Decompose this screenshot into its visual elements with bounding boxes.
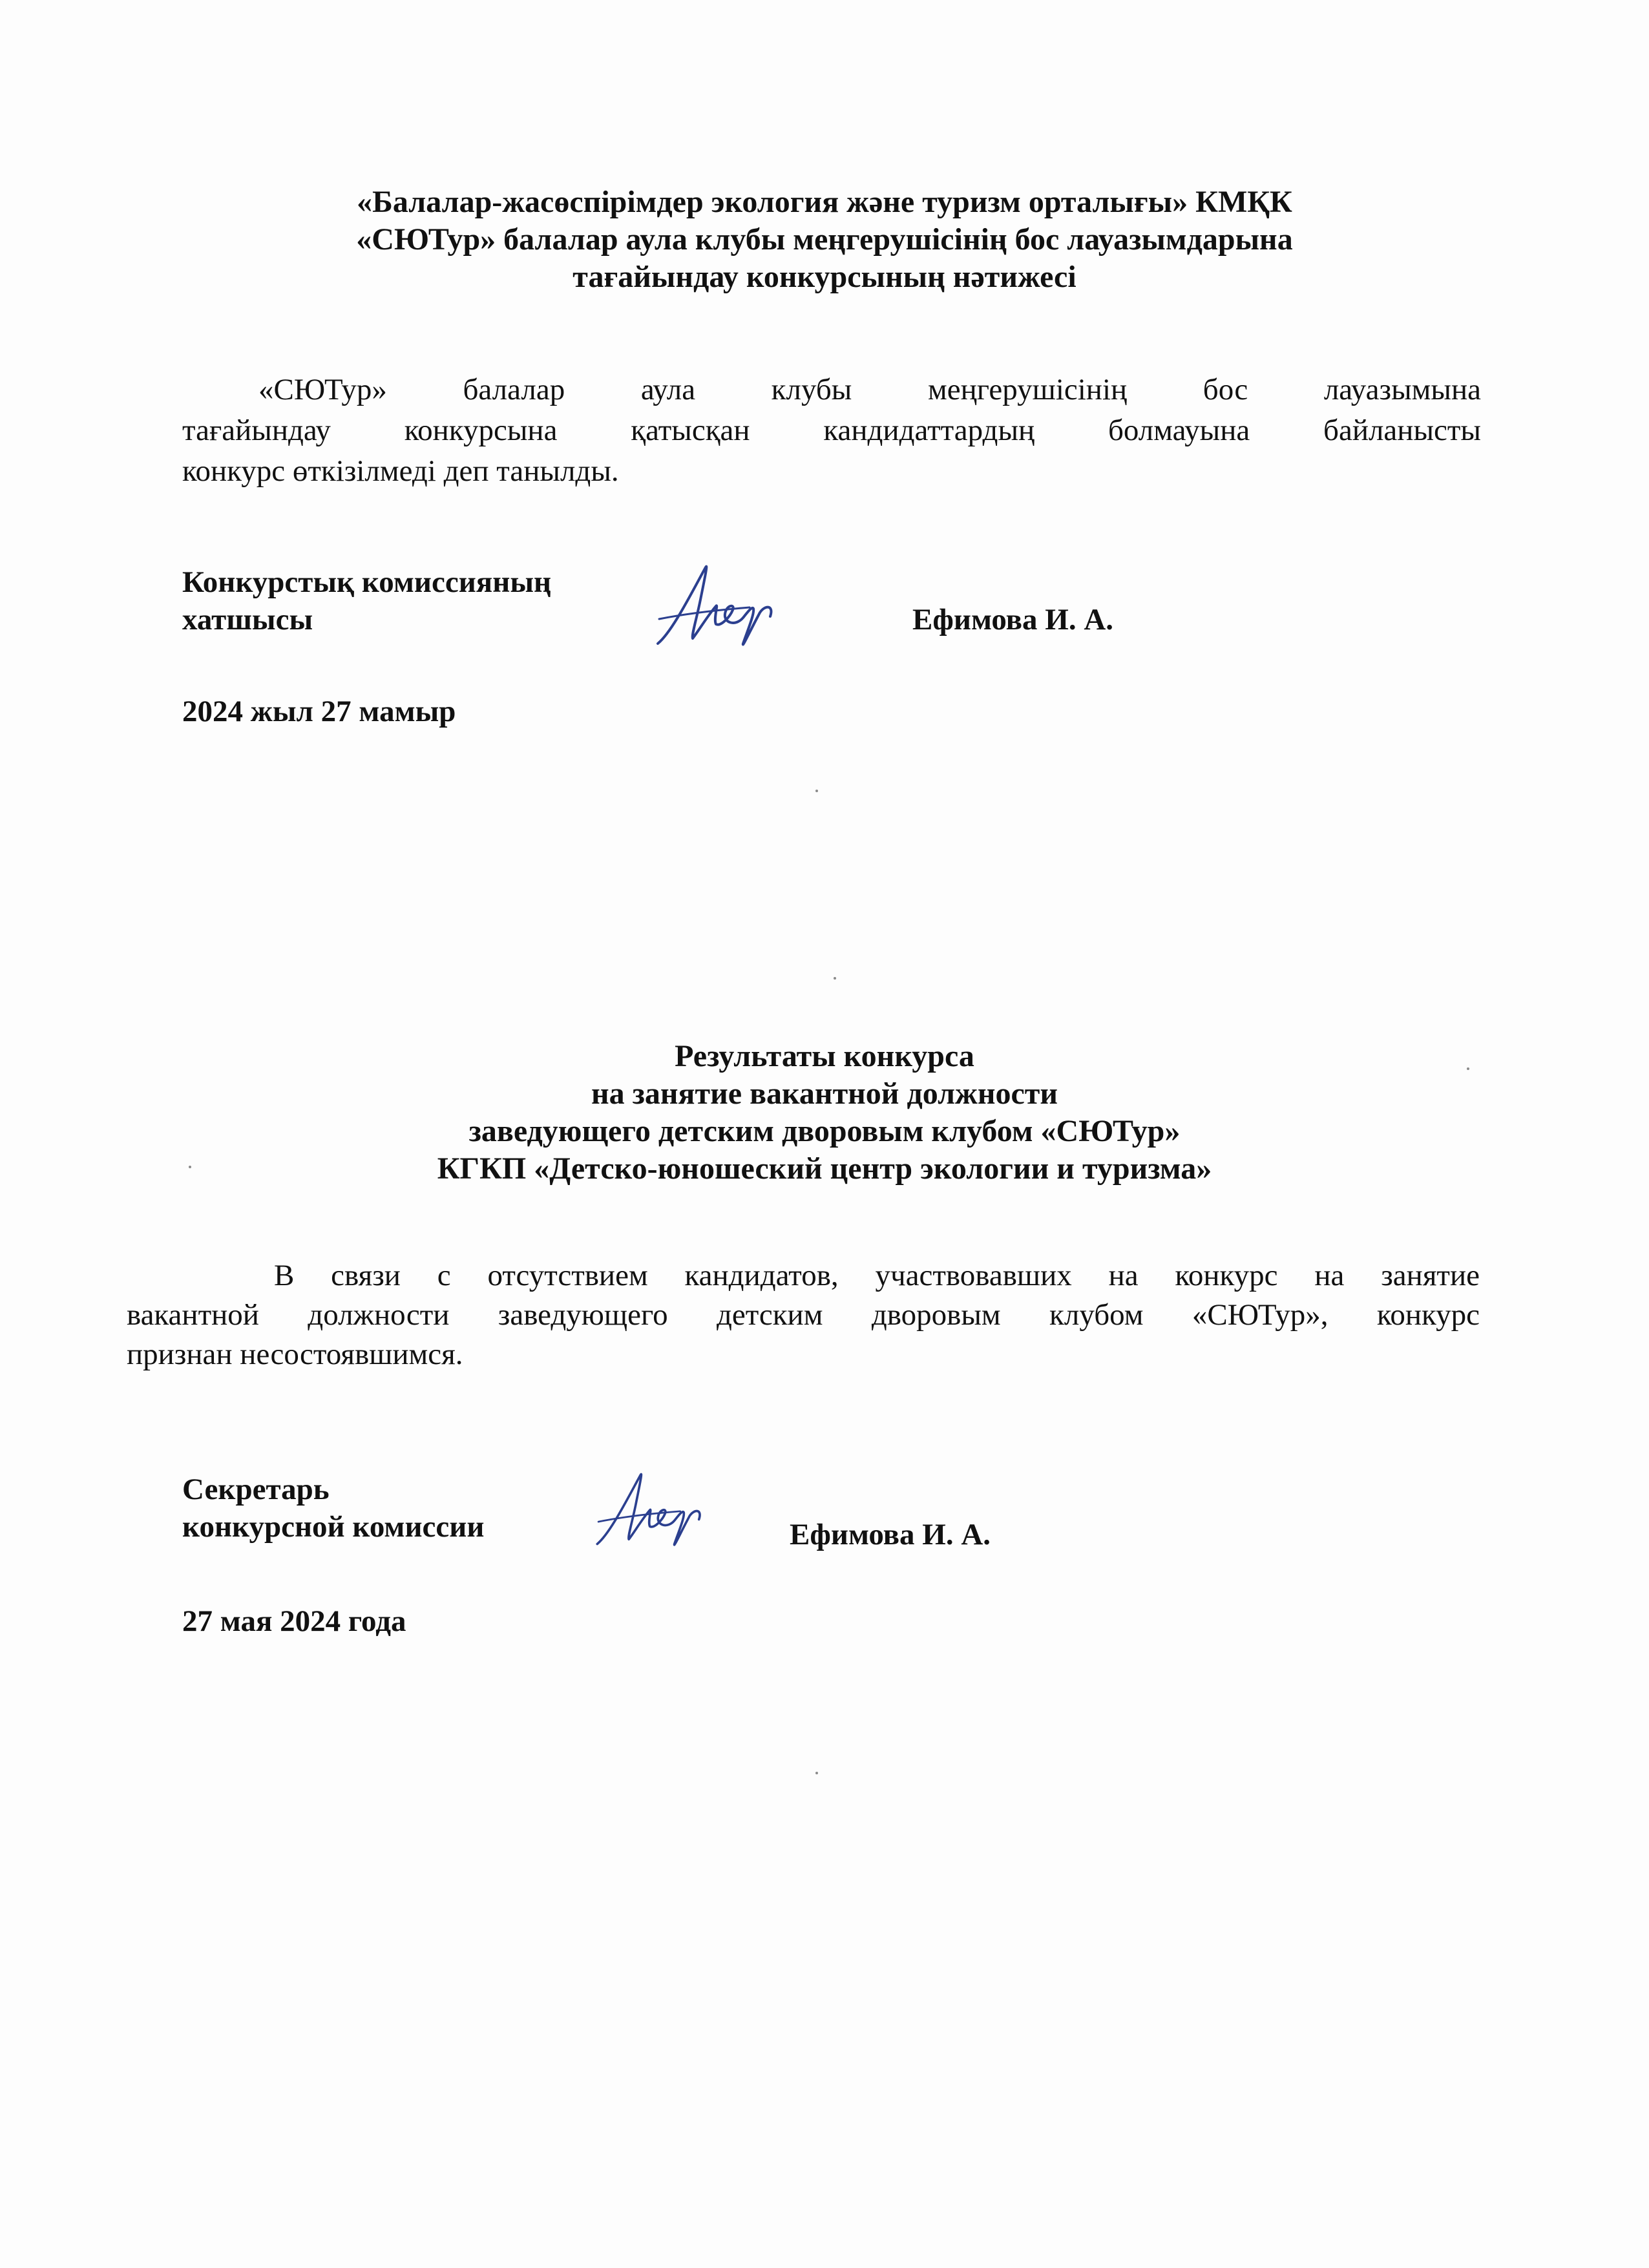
ru-date: 27 мая 2024 года (182, 1604, 406, 1638)
scan-speck (189, 1166, 191, 1168)
signature-icon (646, 554, 782, 658)
scan-speck (815, 1772, 818, 1774)
ru-body-line: В связи с отсутствием кандидатов, участвовавших на конкурс на занятие (274, 1259, 1480, 1292)
kz-body-line: тағайындау конкурсына қатысқан кандидаттардың болмауына байланысты (182, 414, 1481, 447)
kz-signer-role-line: хатшысы (182, 603, 313, 636)
ru-body-line: признан несостоявшимся. (127, 1338, 463, 1371)
ru-title-line: заведующего детским дворовым клубом «СЮТур» (468, 1114, 1181, 1148)
kz-title-line: «СЮТур» балалар аула клубы меңгерушісінің бос лауазымдарына (356, 222, 1293, 257)
kz-signer-role (182, 563, 551, 638)
ru-signer-role-line: Секретарь (182, 1473, 330, 1506)
ru-title-line: на занятие вакантной должности (591, 1076, 1058, 1111)
ru-signer-role-line: конкурсной комиссии (182, 1510, 485, 1544)
scan-speck (834, 977, 836, 980)
ru-body-line: вакантной должности заведующего детским дворовым клубом «СЮТур», конкурс (127, 1298, 1480, 1332)
signature-icon (587, 1462, 709, 1559)
ru-body-paragraph (127, 1256, 1480, 1374)
kz-body-line: конкурс өткізілмеді деп танылды. (182, 454, 619, 488)
ru-signer-role (182, 1471, 484, 1546)
ru-title-line: КГКП «Детско-юношеский центр экологии и туризма» (437, 1151, 1212, 1186)
ru-signer-name: Ефимова И. А. (790, 1518, 991, 1551)
scan-speck (1467, 1067, 1469, 1070)
kz-title-line: тағайындау конкурсының нәтижесі (572, 260, 1077, 294)
kz-signer-name: Ефимова И. А. (912, 603, 1114, 636)
kz-title (178, 184, 1471, 296)
kz-body-paragraph (182, 370, 1481, 492)
ru-title (178, 1038, 1471, 1188)
ru-title-line: Результаты конкурса (675, 1039, 974, 1073)
kz-signer-role-line: Конкурстық комиссияның (182, 565, 552, 599)
kz-body-line: «СЮТур» балалар аула клубы меңгерушісінің бос лауазымына (258, 373, 1481, 406)
kz-title-line: «Балалар-жасөспірімдер экология және туризм орталығы» КМҚК (357, 185, 1292, 219)
kz-date: 2024 жыл 27 мамыр (182, 695, 456, 728)
scan-speck (815, 790, 818, 792)
